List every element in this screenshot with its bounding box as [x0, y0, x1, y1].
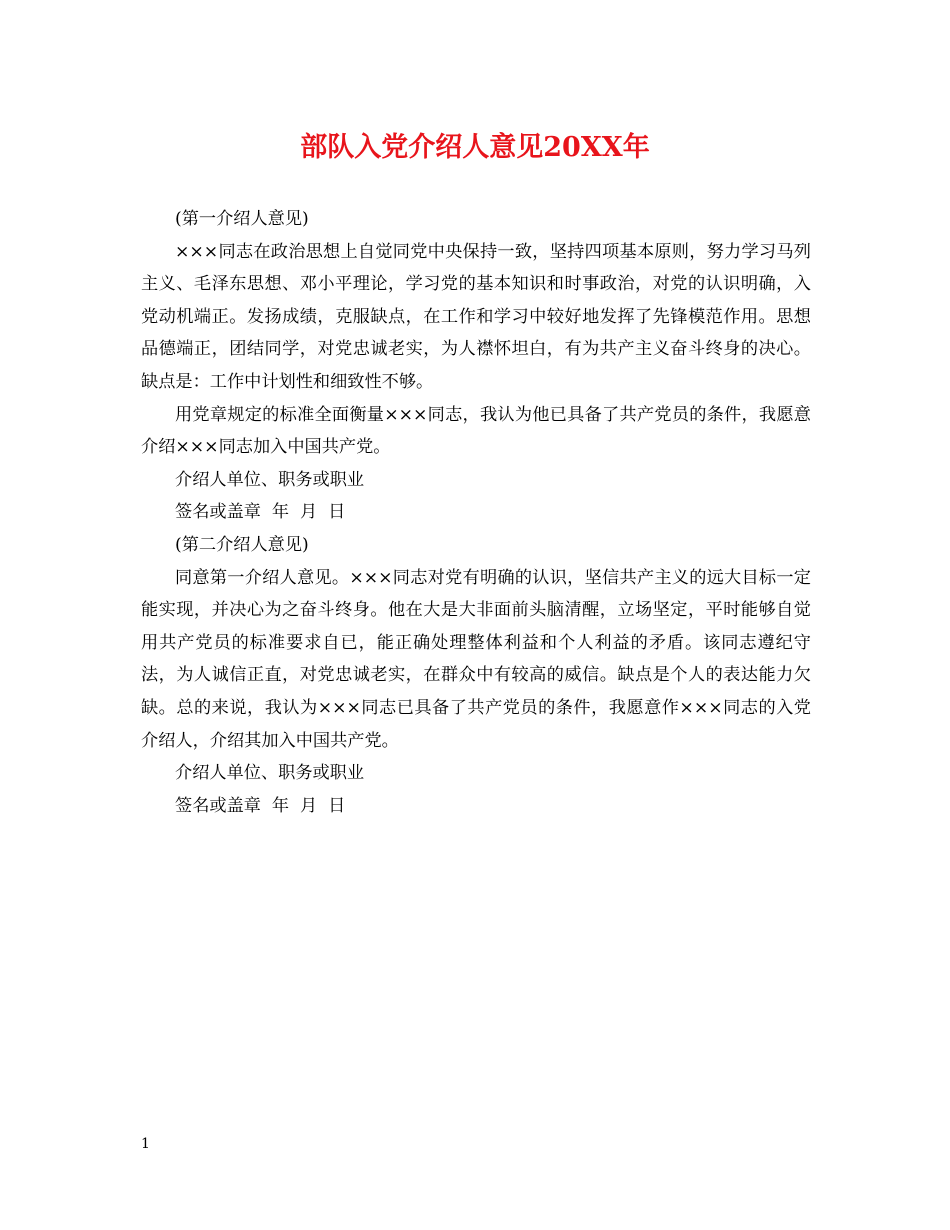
paragraph-second-recommender-heading: (第二介绍人意见) [175, 534, 309, 555]
document-title: 部队入党介绍人意见20XX年 [300, 132, 650, 163]
paragraph-first-recommender-opinion: ×××同志在政治思想上自觉同党中央保持一致，坚持四项基本原则，努力学习马列主义、毛泽东思想、邓小平理论，学习党的基本知识和时事政治，对党的认识明确，入党动机端正。发扬成绩，克服缺点，在工作和学习中较好地发挥了先锋模范作用。思想品德端正，团结同学，对党忠诚老实，为人襟怀坦白，有为共产主义奋斗终身的决心。缺点是：工作中计划性和细致性不够。 [141, 241, 811, 392]
paragraph-first-recommender-signature: 签名或盖章 年 月 日 [175, 502, 346, 523]
paragraph-second-recommender-signature: 签名或盖章 年 月 日 [175, 795, 346, 816]
document-body [141, 203, 811, 822]
paragraph-first-recommender-unit: 介绍人单位、职务或职业 [175, 469, 365, 490]
paragraph-second-recommender-opinion: 同意第一介绍人意见。×××同志对党有明确的认识，坚信共产主义的远大目标一定能实现，并决心为之奋斗终身。他在大是大非面前头脑清醒，立场坚定，平时能够自觉用共产党员的标准要求自已，能正确处理整体利益和个人利益的矛盾。该同志遵纪守法，为人诚信正直，对党忠诚老实，在群众中有较高的威信。缺点是个人的表达能力欠缺。总的来说，我认为×××同志已具备了共产党员的条件，我愿意作×××同志的入党介绍人，介绍其加入中国共产党。 [141, 567, 811, 751]
paragraph-first-recommender-conclusion: 用党章规定的标准全面衡量×××同志，我认为他已具备了共产党员的条件，我愿意介绍×××同志加入中国共产党。 [141, 404, 811, 458]
paragraph-second-recommender-unit: 介绍人单位、职务或职业 [175, 763, 365, 784]
page-number: 1 [141, 1136, 150, 1152]
paragraph-first-recommender-heading: (第一介绍人意见) [175, 209, 309, 229]
